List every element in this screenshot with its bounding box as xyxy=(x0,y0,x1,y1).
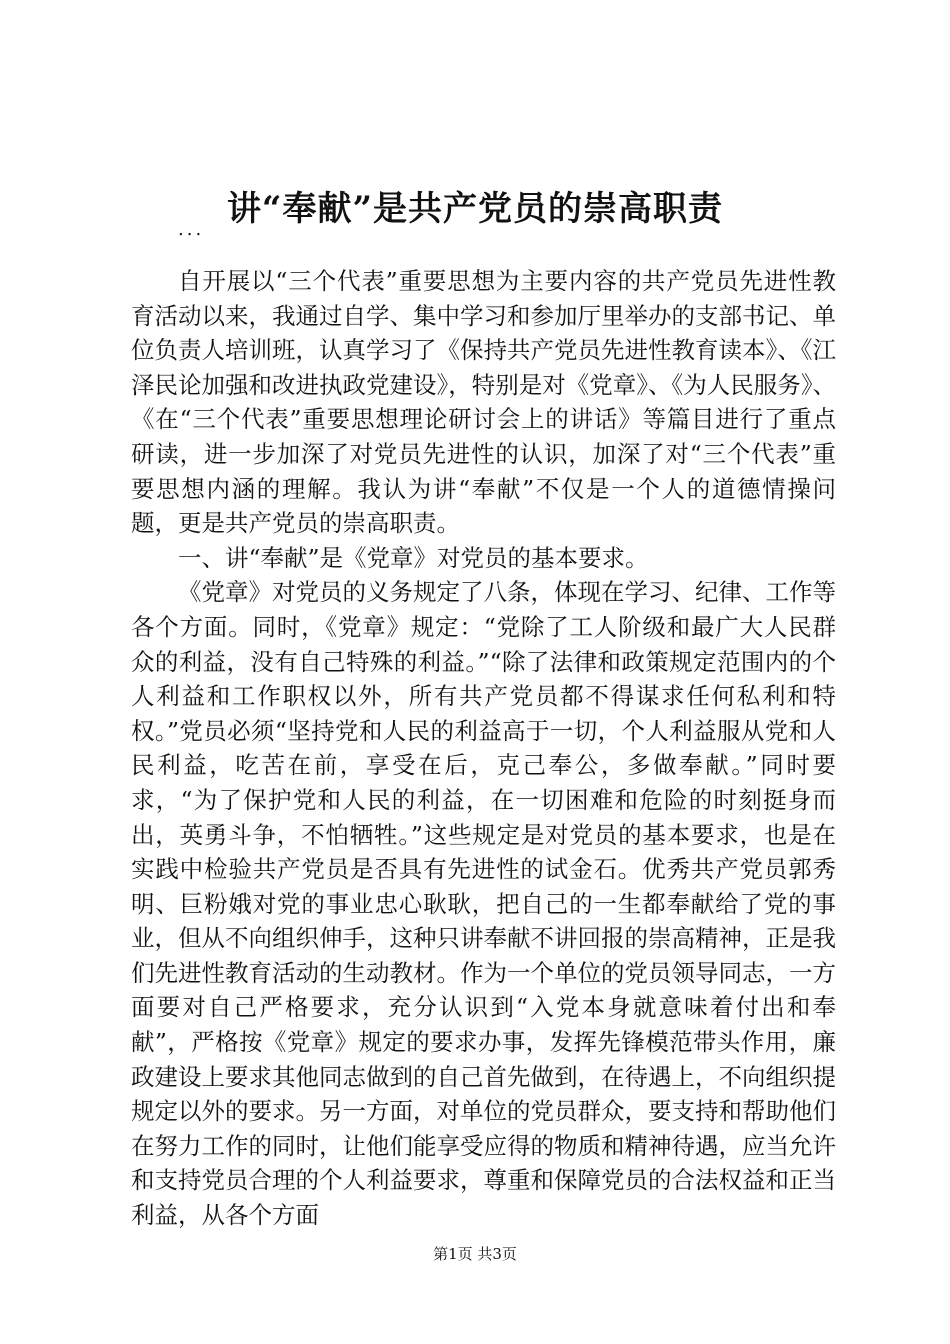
paragraph-intro: 自开展以“三个代表”重要思想为主要内容的共产党员先进性教育活动以来，我通过自学、集中学习和参加厅里举办的支部书记、单位负责人培训班，认真学习了《保持共产党员先进性教育读本》、《江泽民论加强和改进执政党建设》，特别是对《党章》、《为人民服务》、《在“三个代表”重要思想理论研讨会上的讲话》等篇目进行了重点研读，进一步加深了对党员先进性的认识，加深了对“三个代表”重要思想内涵的理解。我认为讲“奉献”不仅是一个人的道德情操问题，更是共产党员的崇高职责。 xyxy=(131,267,836,538)
page-footer: 第1页 共3页 xyxy=(433,1245,517,1263)
section-heading-1: 一、讲“奉献”是《党章》对党员的基本要求。 xyxy=(178,543,649,572)
document-body xyxy=(131,264,836,1233)
document-title: 讲“奉献”是共产党员的崇高职责 xyxy=(226,189,724,229)
paragraph-party-constitution: 《党章》对党员的义务规定了八条，体现在学习、纪律、工作等各个方面。同时，《党章》规定：“党除了工人阶级和最广大人民群众的利益，没有自己特殊的利益。”“除了法律和政策规定范围内的个人利益和工作职权以外，所有共产党员都不得谋求任何私利和特权。”党员必须“坚持党和人民的利益高于一切，个人利益服从党和人民利益，吃苦在前，享受在后，克己奉公，多做奉献。”同时要求，“为了保护党和人民的利益，在一切困难和危险的时刻挺身而出，英勇斗争，不怕牺牲。”这些规定是对党员的基本要求，也是在实践中检验共产党员是否具有先进性的试金石。优秀共产党员郭秀明、巨粉娥对党的事业忠心耿耿，把自己的一生都奉献给了党的事业，但从不向组织伸手，这种只讲奉献不讲回报的崇高精神，正是我们先进性教育活动的生动教材。作为一个单位的党员领导同志，一方面要对自己严格要求，充分认识到“入党本身就意味着付出和奉献”，严格按《党章》规定的要求办事，发挥先锋模范带头作用，廉政建设上要求其他同志做到的自己首先做到，在待遇上，不向组织提规定以外的要求。另一方面，对单位的党员群众，要支持和帮助他们在努力工作的同时，让他们能享受应得的物质和精神待遇，应当允许和支持党员合理的个人利益要求，尊重和保障党员的合法权益和正当利益，从各个方面 xyxy=(131,578,836,1230)
ellipsis-text: ... xyxy=(178,219,205,240)
